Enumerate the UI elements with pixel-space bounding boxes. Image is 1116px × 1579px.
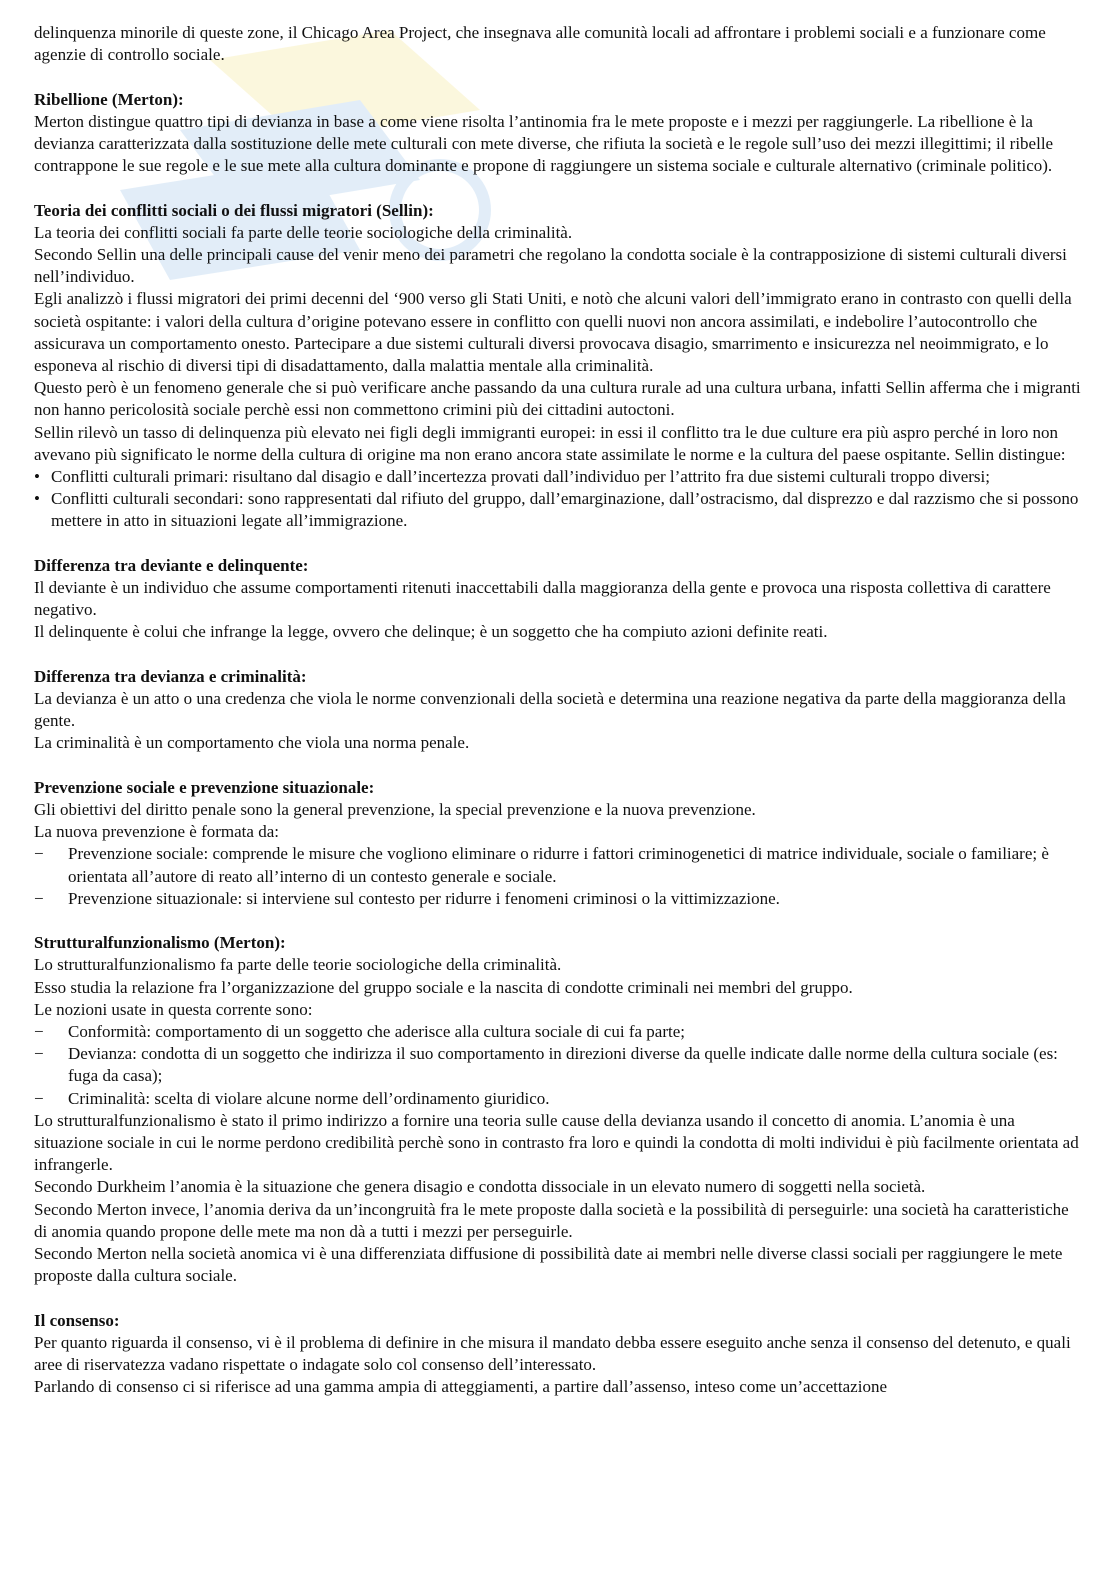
paragraph: La teoria dei conflitti sociali fa parte delle teorie sociologiche della criminalità. bbox=[34, 222, 573, 242]
paragraph: Secondo Sellin una delle principali cause del venir meno dei parametri che regolano la condotta sociale è la contrapposizione di sistemi culturali diversi nell’individuo. bbox=[34, 245, 1067, 287]
section-sellin bbox=[34, 200, 1084, 533]
section-heading: Il consenso: bbox=[34, 1310, 120, 1330]
dash-marker: − bbox=[34, 1022, 44, 1042]
section-heading: Differenza tra devianza e criminalità: bbox=[34, 666, 307, 686]
paragraph: Secondo Merton nella società anomica vi è una differenziata diffusione di possibilità date ai membri nelle diverse classi sociali per raggiungere le mete proposte dalla cultura sociale. bbox=[34, 1244, 1063, 1286]
list-item bbox=[34, 1088, 1084, 1110]
paragraph: Secondo Merton invece, l’anomia deriva da un’incongruità fra le mete proposte dalla società e la possibilità di perseguirle: una società ha caratteristiche di anomia quando propone delle mete ma non dà a tutti i mezzi per perseguirle. bbox=[34, 1199, 1069, 1241]
dash-list bbox=[34, 843, 1084, 910]
paragraph: La criminalità è un comportamento che viola una norma penale. bbox=[34, 733, 470, 753]
section-heading: Differenza tra deviante e delinquente: bbox=[34, 555, 309, 575]
dash-marker: − bbox=[34, 1044, 44, 1064]
list-item-text: Conflitti culturali secondari: sono rappresentati dal rifiuto del gruppo, dall’emarginazione, dall’ostracismo, dal disprezzo e dal razzismo che si possono mettere in atto in situazioni legate all’immigrazione. bbox=[51, 489, 1079, 531]
section-heading: Teoria dei conflitti sociali o dei flussi migratori (Sellin): bbox=[34, 200, 434, 220]
document-page bbox=[34, 22, 1084, 1398]
paragraph: Gli obiettivi del diritto penale sono la general prevenzione, la special prevenzione e la nuova prevenzione. bbox=[34, 800, 756, 820]
paragraph: Egli analizzò i flussi migratori dei primi decenni del ‘900 verso gli Stati Uniti, e notò che alcuni valori dell’immigrato erano in contrasto con quelli della società ospitante: i valori della cultura d’origine potevano essere in conflitto con quelli nuovi non ancora assimilati, e indebolire l’autocontrollo che assicurava un comportamento onesto. Partecipare a due sistemi culturali diversi provocava disagio, smarrimento e insicurezza nel neoimmigrato, e lo esponeva al rischio di diversi tipi di disadattamento, dalla malattia mentale alla criminalità. bbox=[34, 289, 1072, 376]
paragraph: La devianza è un atto o una credenza che viola le norme convenzionali della società e determina una reazione negativa da parte della maggioranza della gente. bbox=[34, 689, 1066, 731]
paragraph: Sellin rilevò un tasso di delinquenza più elevato nei figli degli immigranti europei: in essi il conflitto tra le due culture era più aspro perché in loro non avevano più significato le norme della cultura di origine ma non erano ancora state assimilate le norme e la cultura del paese ospitante. Sellin distingue: bbox=[34, 422, 1066, 464]
paragraph: Il delinquente è colui che infrange la legge, ovvero che delinque; è un soggetto che ha compiuto azioni definite reati. bbox=[34, 622, 828, 642]
section-deviante bbox=[34, 555, 1084, 644]
paragraph: Parlando di consenso ci si riferisce ad una gamma ampia di atteggiamenti, a partire dall’assenso, inteso come un’accettazione bbox=[34, 1377, 887, 1397]
list-item-text: Conflitti culturali primari: risultano dal disagio e dall’incertezza provati dall’individuo per l’attrito fra due sistemi culturali troppo diversi; bbox=[51, 467, 990, 487]
section-devianza bbox=[34, 666, 1084, 755]
dash-marker: − bbox=[34, 844, 44, 864]
paragraph: Merton distingue quattro tipi di devianza in base a come viene risolta l’antinomia fra le mete proposte e i mezzi per raggiungerle. La ribellione è la devianza caratterizzata dalla sostituzione delle mete culturali con mete diverse, che rifiuta la società e le regole sull’uso dei mezzi illegittimi; il ribelle contrappone le sue regole e le sue mete alla cultura dominante e propone di raggiungere un sistema sociale e culturale alternativo (criminale politico). bbox=[34, 111, 1054, 176]
section-heading: Prevenzione sociale e prevenzione situazionale: bbox=[34, 777, 375, 797]
section-consenso bbox=[34, 1310, 1084, 1399]
list-item bbox=[34, 466, 1084, 488]
paragraph: Esso studia la relazione fra l’organizzazione del gruppo sociale e la nascita di condotte criminali nei membri del gruppo. bbox=[34, 977, 853, 997]
list-item bbox=[34, 843, 1084, 887]
paragraph: Questo però è un fenomeno generale che si può verificare anche passando da una cultura rurale ad una cultura urbana, infatti Sellin afferma che i migranti non hanno pericolosità sociale perchè essi non commettono crimini più dei cittadini autoctoni. bbox=[34, 378, 1081, 420]
paragraph: Secondo Durkheim l’anomia è la situazione che genera disagio e condotta dissociale in un elevato numero di soggetti nella società. bbox=[34, 1177, 926, 1197]
section-prevenzione bbox=[34, 777, 1084, 910]
list-item-text: Criminalità: scelta di violare alcune norme dell’ordinamento giuridico. bbox=[68, 1088, 550, 1108]
intro-section bbox=[34, 22, 1084, 66]
paragraph: Il deviante è un individuo che assume comportamenti ritenuti inaccettabili dalla maggioranza della gente e provoca una risposta collettiva di carattere negativo. bbox=[34, 578, 1051, 620]
list-item bbox=[34, 888, 1084, 910]
paragraph: Lo strutturalfunzionalismo fa parte delle teorie sociologiche della criminalità. bbox=[34, 955, 562, 975]
section-heading: Strutturalfunzionalismo (Merton): bbox=[34, 933, 286, 953]
paragraph: Le nozioni usate in questa corrente sono: bbox=[34, 999, 313, 1019]
list-item-text: Conformità: comportamento di un soggetto che aderisce alla cultura sociale di cui fa parte; bbox=[68, 1022, 685, 1042]
paragraph: La nuova prevenzione è formata da: bbox=[34, 822, 279, 842]
intro-paragraph: delinquenza minorile di queste zone, il Chicago Area Project, che insegnava alle comunità locali ad affrontare i problemi sociali e a funzionare come agenzie di controllo sociale. bbox=[34, 23, 1046, 65]
section-heading: Ribellione (Merton): bbox=[34, 89, 184, 109]
list-item bbox=[34, 1043, 1084, 1087]
list-item-text: Prevenzione sociale: comprende le misure che vogliono eliminare o ridurre i fattori criminogenetici di matrice individuale, sociale o familiare; è orientata all’autore di reato all’interno di un contesto generale e sociale. bbox=[68, 844, 1049, 886]
bullet-list bbox=[34, 466, 1084, 533]
bullet-marker: • bbox=[34, 489, 40, 509]
dash-marker: − bbox=[34, 888, 44, 908]
dash-marker: − bbox=[34, 1088, 44, 1108]
dash-list bbox=[34, 1021, 1084, 1110]
section-strutturalfunzionalismo bbox=[34, 932, 1084, 1287]
list-item bbox=[34, 1021, 1084, 1043]
paragraph: Lo strutturalfunzionalismo è stato il primo indirizzo a fornire una teoria sulle cause della devianza usando il concetto di anomia. L’anomia è una situazione sociale in cui le norme perdono credibilità perchè sono in contrasto fra loro e quindi la condotta di molti individui è più facilmente orientata ad infrangerle. bbox=[34, 1110, 1079, 1175]
list-item-text: Devianza: condotta di un soggetto che indirizza il suo comportamento in direzioni diverse da quelle indicate dalle norme della cultura sociale (es: fuga da casa); bbox=[68, 1044, 1058, 1086]
bullet-marker: • bbox=[34, 467, 40, 487]
paragraph: Per quanto riguarda il consenso, vi è il problema di definire in che misura il mandato debba essere eseguito anche senza il consenso del detenuto, e quali aree di riservatezza vadano rispettate o indagate solo col consenso dell’interessato. bbox=[34, 1332, 1071, 1375]
list-item bbox=[34, 488, 1084, 532]
list-item-text: Prevenzione situazionale: si interviene sul contesto per ridurre i fenomeni criminosi o la vittimizzazione. bbox=[68, 888, 780, 908]
section-ribellione bbox=[34, 89, 1084, 178]
